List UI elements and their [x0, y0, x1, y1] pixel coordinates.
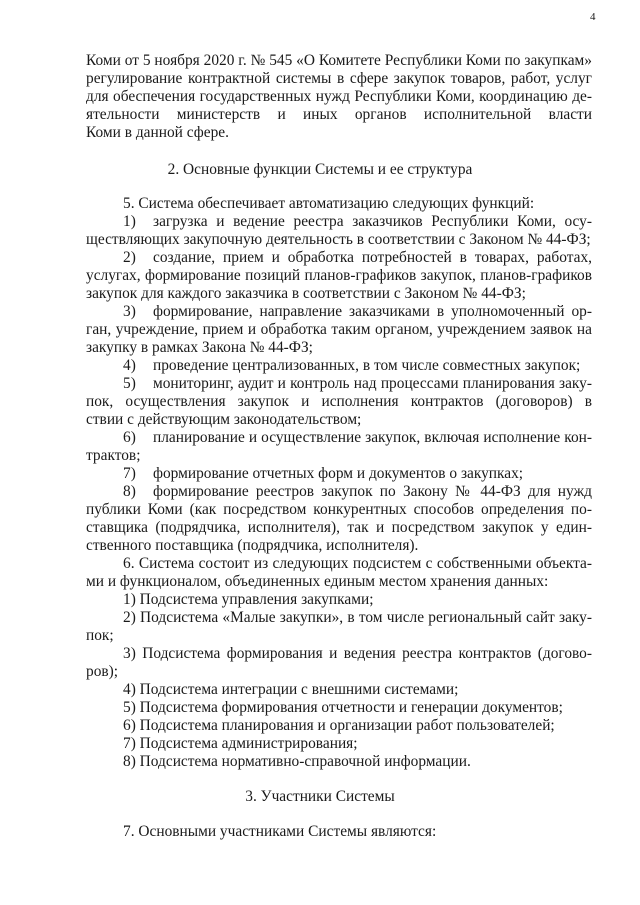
- subsystem-item: 5) Подсистема формирования отчетности и генерации документов;: [123, 699, 563, 716]
- list-number: 3): [123, 303, 136, 320]
- subsystem-item: 3) Подсистема формирования и ведения реестра контрактов (догово-: [123, 645, 592, 662]
- list-item-line: ставщика (подрядчика, исполнителя), так и посредством закупок у един-: [86, 519, 592, 536]
- list-item-line: формирование, направление заказчиками в уполномоченный ор-: [153, 303, 592, 320]
- list-item-line: услугах, формирование позиций планов-графиков закупок, планов-графиков: [86, 267, 592, 284]
- list-number: 7): [123, 465, 136, 482]
- page-number: 4: [590, 11, 596, 23]
- paragraph-intro: 7. Основными участниками Системы являются:: [123, 823, 437, 840]
- list-item-line: публики Коми (как посредством конкурентных способов определения по-: [86, 501, 592, 518]
- intro-line: ятельности министерств и иных органов исполнительной власти: [86, 106, 592, 123]
- subsystem-item: 1) Подсистема управления закупками;: [123, 591, 374, 608]
- intro-line: Коми от 5 ноября 2020 г. № 545 «О Комитете Республики Коми по закупкам»: [86, 52, 592, 69]
- list-number: 2): [123, 249, 136, 266]
- subsystem-item-continuation: пок;: [86, 627, 114, 644]
- list-item-line: проведение централизованных, в том числе совместных закупок;: [153, 357, 581, 374]
- subsystem-item: 6) Подсистема планирования и организации работ пользователей;: [123, 717, 555, 734]
- paragraph-line: 6. Система состоит из следующих подсистем с собственными объекта-: [123, 555, 592, 572]
- list-item-line: ган, учреждение, прием и обработка таким органом, учреждением заявок на: [86, 321, 592, 338]
- list-number: 1): [123, 213, 136, 230]
- section-heading: 3. Участники Системы: [245, 788, 395, 805]
- list-item-line: закупок для каждого заказчика в соответствии с Законом № 44-ФЗ;: [86, 285, 526, 302]
- list-item-line: ществляющих закупочную деятельность в соответствии с Законом № 44-ФЗ;: [86, 231, 591, 248]
- paragraph-intro: 5. Система обеспечивает автоматизацию следующих функций:: [123, 195, 535, 212]
- list-item-line: закупку в рамках Закона № 44-ФЗ;: [86, 339, 313, 356]
- subsystem-item-continuation: ров);: [86, 663, 119, 680]
- paragraph-line: ми и функционалом, объединенных единым местом хранения данных:: [86, 573, 549, 590]
- section-heading: 2. Основные функции Системы и ее структура: [167, 161, 473, 178]
- list-item-line: мониторинг, аудит и контроль над процессами планирования заку-: [153, 375, 592, 392]
- list-item-line: формирование реестров закупок по Закону № 44-ФЗ для нужд: [153, 483, 592, 500]
- list-number: 5): [123, 375, 136, 392]
- subsystem-item: 4) Подсистема интеграции с внешними системами;: [123, 681, 459, 698]
- list-item-line: планирование и осуществление закупок, включая исполнение кон-: [153, 429, 592, 446]
- list-number: 6): [123, 429, 136, 446]
- subsystem-item: 7) Подсистема администрирования;: [123, 735, 358, 752]
- list-item-line: ствии с действующим законодательством;: [86, 411, 362, 428]
- list-item-line: трактов;: [86, 447, 141, 464]
- list-item-line: формирование отчетных форм и документов о закупках;: [153, 465, 524, 482]
- list-item-line: пок, осуществления закупок и исполнения контрактов (договоров) в: [86, 393, 592, 410]
- list-item-line: ственного поставщика (подрядчика, исполнителя).: [86, 537, 419, 554]
- subsystem-item: 8) Подсистема нормативно-справочной информации.: [123, 753, 471, 770]
- list-item-line: загрузка и ведение реестра заказчиков Республики Коми, осу-: [153, 213, 592, 230]
- intro-line: регулирование контрактной системы в сфере закупок товаров, работ, услуг: [86, 70, 592, 87]
- intro-line: для обеспечения государственных нужд Республики Коми, координацию де-: [86, 88, 592, 105]
- list-number: 8): [123, 483, 136, 500]
- list-number: 4): [123, 357, 136, 374]
- list-item-line: создание, прием и обработка потребностей в товарах, работах,: [153, 249, 592, 266]
- subsystem-item: 2) Подсистема «Малые закупки», в том числе региональный сайт заку-: [123, 609, 592, 626]
- intro-line: Коми в данной сфере.: [86, 124, 229, 141]
